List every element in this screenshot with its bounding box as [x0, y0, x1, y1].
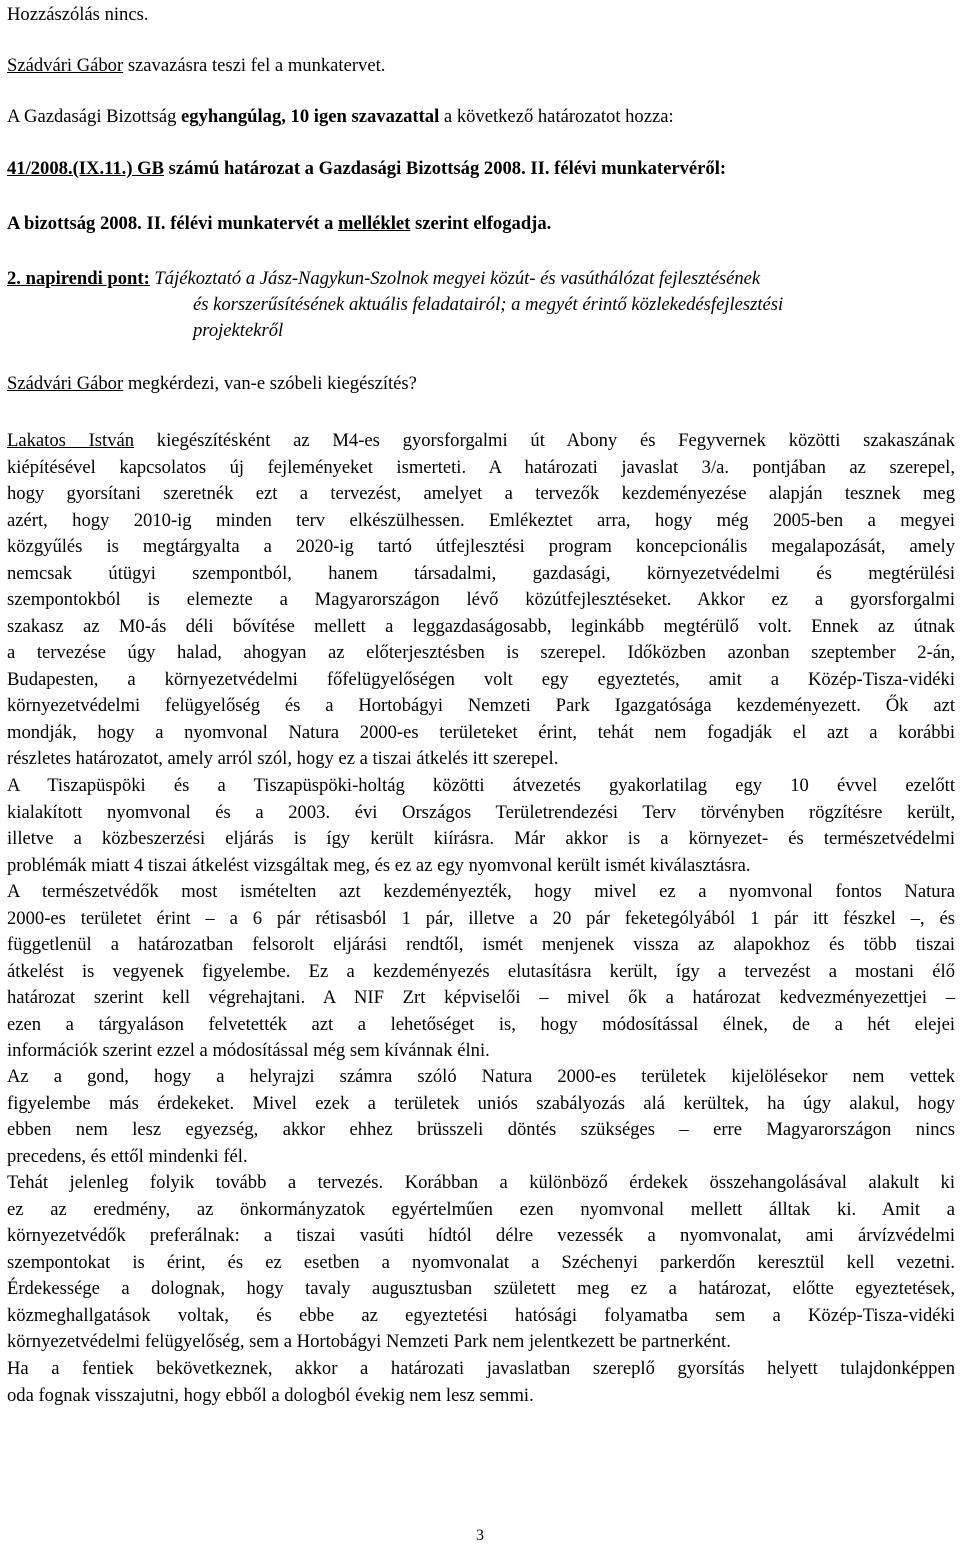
text-line — [7, 773, 955, 800]
text: mondják, hogy a nyomvonal Natura 2000-es területeket érint, tehát nem fogadják el azt a korábbi — [7, 721, 955, 743]
text-line — [7, 508, 955, 535]
text-line — [7, 853, 955, 880]
text: környezetvédelmi felügyelőség és a Hortobágyi Nemzeti Park Igazgatósága kezdeményezett. Ők azt — [7, 695, 955, 716]
text: ez az eredmény, az önkormányzatok egyértelműen ezen nyomvonal mellett álltak ki. Amit a — [7, 1198, 955, 1220]
text: szempontokat is érint, és ez esetben a nyomvonalat a Széchenyi parkerdőn keresztül kell vezetni. — [7, 1251, 955, 1273]
text-line — [7, 1383, 955, 1410]
text-line — [7, 1276, 955, 1303]
text-line — [7, 534, 955, 561]
text-line — [7, 1170, 955, 1197]
person-name: Lakatos István — [7, 430, 135, 451]
text: Érdekessége a dolognak, hogy tavaly augusztusban született meg ez a határozat, előtte egyeztetések, — [7, 1278, 955, 1299]
text-line — [7, 1012, 955, 1039]
text: A természetvédők most ismételten azt kezdeményezték, hogy mivel ez a nyomvonal fontos Natura — [7, 881, 955, 902]
text-line — [7, 800, 955, 827]
text: számú határozat a Gazdasági Bizottság 2008. II. félévi munkatervéről: — [164, 158, 727, 179]
text: közmeghallgatások voltak, és ebbe az egyeztetési hatósági folyamatba sem a Közép-Tisza-vidéki — [7, 1304, 955, 1326]
text: határozat szerint kell végrehajtani. A NIF Zrt képviselői – mivel ők a határozat kedvezményezettjei – — [7, 987, 955, 1008]
text: A Gazdasági Bizottság — [7, 106, 182, 127]
text: azért, hogy 2010-ig minden terv elkészülhessen. Emlékeztet arra, hogy még 2005-ben a megyei — [7, 509, 955, 531]
text: hogy gyorsítani szeretnék ezt a tervezést, amelyet a tervezők kezdeményezése alapján tesznek meg — [7, 483, 955, 504]
text: nemcsak útügyi szempontból, hanem társadalmi, gazdasági, környezetvédelmi és megtérülési — [7, 562, 955, 584]
text-line — [7, 481, 955, 508]
person-name: Szádvári Gábor — [7, 373, 124, 394]
text-line — [7, 1117, 955, 1144]
text-line — [7, 1144, 955, 1171]
text-line — [7, 932, 955, 959]
text: ebben nem lesz egyezség, akkor ehhez brüsszeli döntés szükséges – erre Magyarországon nincs — [7, 1119, 955, 1140]
text: függetlenül a határozatban felsorolt eljárási rendtől, ismét menjenek vissza az alapokhoz és több tiszai — [7, 934, 955, 955]
text: ezen a tárgyaláson felvetették azt a lehetőséget is, hogy módosítással élnek, de a hét elejei — [7, 1013, 955, 1035]
text: kialakított nyomvonal és a 2003. évi Országos Területrendezési Terv törvényben rögzítésre került, — [7, 801, 955, 823]
text: szempontokból is elemezte a Magyarországon lévő közútfejlesztéseket. Akkor ez a gyorsforgalmi — [7, 589, 955, 610]
text: precedens, és ettől mindenki fél. — [7, 1145, 248, 1167]
resolution-title — [7, 158, 726, 180]
resolution-body — [7, 213, 551, 235]
text-line — [7, 906, 955, 933]
text-line — [7, 1197, 955, 1224]
text: A bizottság 2008. II. félévi munkatervét a — [7, 213, 339, 234]
paragraph-committee-decision — [7, 106, 674, 128]
text: közgyűlés is megtárgyalta a 2020-ig tartó útfejlesztési program koncepcionális megalapozását, amely — [7, 536, 955, 557]
agenda-title-line: és korszerűsítésének aktuális feladatairól; a megyét érintő közlekedésfejlesztési — [193, 294, 784, 315]
text: problémák miatt 4 tiszai átkelést vizsgáltak meg, és ez az egy nyomvonal került ismét kiválasztásra. — [7, 854, 751, 876]
text: illetve a közbeszerzési eljárás is így került kiírásra. Már akkor is a környezet- és természetvédelmi — [7, 828, 955, 849]
person-name: Szádvári Gábor — [7, 55, 124, 76]
vote-result: egyhangúlag, 10 igen szavazattal — [181, 106, 440, 127]
text: szakasz az M0-ás déli bővítése mellett a leggazdaságosabb, leginkább megtérülő volt. Ennek az útnak — [7, 615, 955, 637]
text: 2000-es területet érint – a 6 pár rétisasból 1 pár, illetve a 20 pár feketególyából 1 pár itt fészkel –, és — [7, 907, 955, 929]
text-line — [7, 1356, 955, 1383]
paragraph-no-comments: Hozzászólás nincs. — [7, 4, 149, 25]
text: részletes határozatot, amely arról szól, hogy ez a tiszai átkelés itt szerepel. — [7, 748, 559, 769]
text-line — [7, 1329, 955, 1356]
text-line — [7, 561, 955, 588]
paragraph-vote-call — [7, 55, 385, 77]
agenda-label: 2. napirendi pont: — [7, 268, 150, 289]
agenda-title-line: Tájékoztató a Jász-Nagykun-Szolnok megyei közút- és vasúthálózat fejlesztésének — [149, 268, 761, 289]
text: megkérdezi, van-e szóbeli kiegészítés? — [123, 373, 417, 394]
text: kiegészítésként az M4-es gyorsforgalmi út Abony és Fegyvernek közötti szakaszának — [134, 430, 956, 451]
text: Az a gond, hogy a helyrajzi számra szóló Natura 2000-es területek kijelölésekor nem vettek — [7, 1066, 955, 1087]
text-line — [7, 720, 955, 747]
text-line — [7, 746, 955, 773]
text: oda fognak visszajutni, hogy ebből a dologból évekig nem lesz semmi. — [7, 1384, 534, 1406]
text-line — [7, 614, 955, 641]
text: környezetvédelmi felügyelőség, sem a Hortobágyi Nemzeti Park nem jelentkezett be partnerként. — [7, 1331, 731, 1352]
text-line — [7, 1303, 955, 1330]
agenda-title-line: projektekről — [193, 320, 284, 341]
paragraph-question — [7, 373, 417, 395]
text: szerint elfogadja. — [410, 213, 552, 234]
text-line — [7, 1038, 955, 1065]
text-line — [7, 1250, 955, 1277]
text-line — [7, 1223, 955, 1250]
text: környezetvédők preferálnak: a tiszai vasúti hídtól délre vezessék a nyomvonalat, ami árvízvédelmi — [7, 1225, 955, 1246]
text: a következő határozatot hozza: — [439, 106, 674, 127]
text-line — [7, 985, 955, 1012]
text: Budapesten, a környezetvédelmi főfelügyelőségen volt egy egyeztetés, amit a Közép-Tisza-vidéki — [7, 668, 955, 690]
text-line — [7, 428, 955, 455]
text-line — [7, 455, 955, 482]
text-line — [7, 879, 955, 906]
text-line — [7, 640, 955, 667]
resolution-number: 41/2008.(IX.11.) GB — [7, 158, 165, 179]
text: információk szerint ezzel a módosítással még sem kívánnak élni. — [7, 1040, 490, 1061]
page-number: 3 — [476, 1527, 484, 1544]
text: A Tiszapüspöki és a Tiszapüspöki-holtág közötti átvezetés gyakorlatilag egy 10 évvel ezelőtt — [7, 775, 955, 796]
text: a tervezése úgy halad, ahogyan az előterjesztésben is szerepel. Időközben azonban szeptember 2-án, — [7, 642, 955, 663]
text: Tehát jelenleg folyik tovább a tervezés. Korábban a különböző érdekek összehangolásával alakult ki — [7, 1172, 955, 1193]
text: szavazásra teszi fel a munkatervet. — [123, 55, 386, 76]
text: figyelembe más érdekeket. Mivel ezek a területek uniós szabályozás alá kerültek, ha úgy alakul, hogy — [7, 1092, 955, 1114]
text: kiépítésével kapcsolatos új fejleményeket ismerteti. A határozati javaslat 3/a. pontjában az szerepel, — [7, 456, 955, 478]
text: Ha a fentiek bekövetkeznek, akkor a határozati javaslatban szereplő gyorsítás helyett tulajdonképpen — [7, 1358, 955, 1379]
text-line — [7, 1091, 955, 1118]
text-line — [7, 693, 955, 720]
text-line — [7, 667, 955, 694]
text-line — [7, 959, 955, 986]
text: átkelést is vegyenek figyelembe. Ez a kezdeményezés elutasításra került, így a tervezést a mostani élő — [7, 960, 955, 982]
text-line — [7, 1064, 955, 1091]
text-line — [7, 826, 955, 853]
agenda-item — [7, 268, 760, 290]
annex-link: melléklet — [338, 213, 411, 234]
text-line — [7, 587, 955, 614]
